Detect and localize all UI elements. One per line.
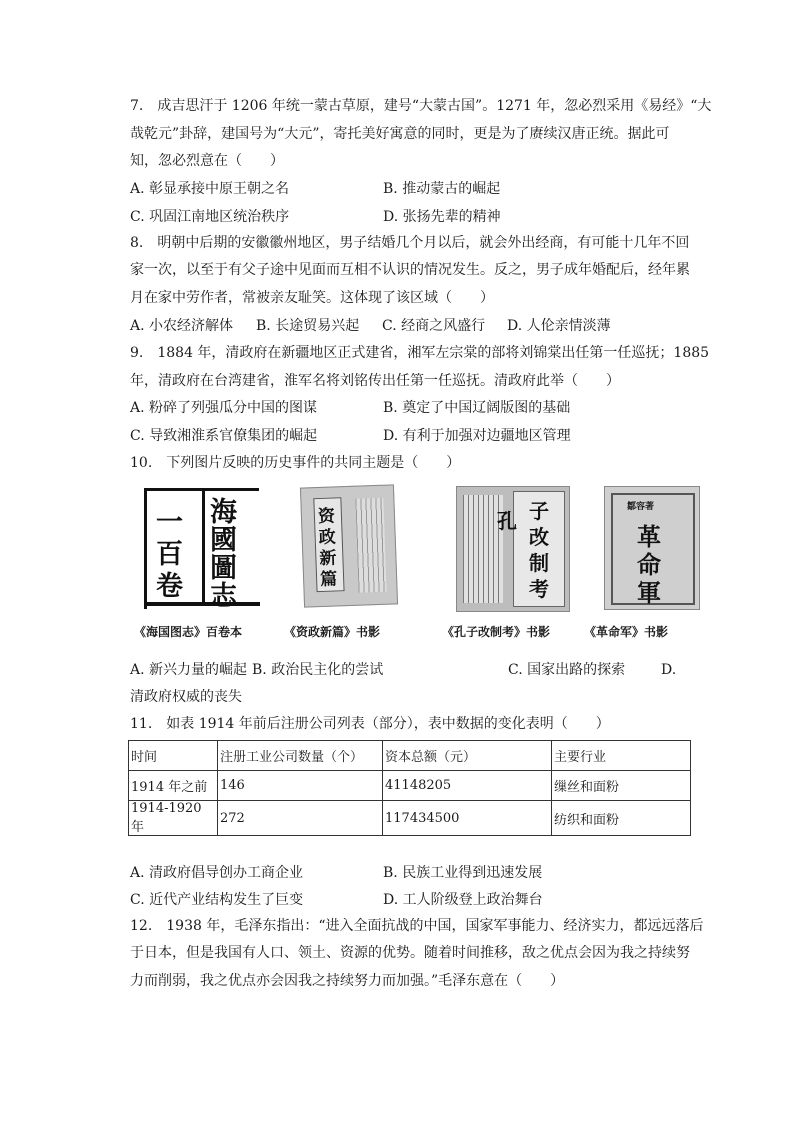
company-table bbox=[128, 740, 691, 836]
kongzigaizhikao-cover-image bbox=[456, 486, 570, 612]
table-cell: 纺织和面粉 bbox=[552, 801, 691, 836]
cover-author: 鄒容著 bbox=[627, 502, 655, 512]
table-cell: 1914 年之前 bbox=[129, 771, 218, 801]
q10-option-c: C. 国家出路的探索 bbox=[508, 662, 626, 678]
q10-option-b: B. 政治民主化的尝试 bbox=[252, 662, 384, 678]
cover-char: 卷 bbox=[156, 571, 183, 602]
q9-option-c: C. 导致湘淮系官僚集团的崛起 bbox=[130, 428, 318, 444]
figure-gemingjun bbox=[584, 486, 700, 639]
cover-char: 一 bbox=[156, 507, 183, 538]
q7-option-b: B. 推动蒙古的崛起 bbox=[383, 181, 501, 197]
table-header-cell: 注册工业公司数量（个） bbox=[218, 741, 383, 771]
cover-char: 革 bbox=[637, 522, 661, 551]
cover-char: 命 bbox=[637, 550, 661, 579]
q7-stem-line2: 哉乾元”卦辞，建国号为“大元”，寄托美好寓意的同时，更是为了赓续汉唐正统。据此可 bbox=[130, 126, 670, 142]
q10-option-a: A. 新兴力量的崛起 bbox=[130, 662, 248, 678]
cover-char: 改 bbox=[529, 525, 549, 549]
figure-caption: 《资政新篇》书影 bbox=[284, 625, 381, 639]
cover-char: 孔 bbox=[497, 509, 517, 533]
q8-stem-line3: 月在家中劳作者，常被亲友耻笑。这体现了该区域（ ） bbox=[130, 290, 494, 306]
cover-char: 軍 bbox=[637, 578, 661, 607]
q7-option-c: C. 巩固江南地区统治秩序 bbox=[130, 209, 290, 225]
cover-char: 资 bbox=[317, 506, 336, 528]
q11-option-c: C. 近代产业结构发生了巨变 bbox=[130, 892, 304, 908]
q8-stem-line2: 家一次，以至于有父子途中见面而互相不认识的情况发生。反之，男子成年婚配后，经年累 bbox=[130, 262, 690, 278]
q11-option-a: A. 清政府倡导创办工商企业 bbox=[130, 865, 304, 881]
figure-caption: 《革命军》书影 bbox=[584, 625, 669, 639]
haiguotuzhi-cover-image bbox=[140, 486, 258, 612]
table-cell: 1914-1920 年 bbox=[129, 801, 218, 836]
table-cell: 146 bbox=[218, 771, 383, 801]
table-row bbox=[129, 801, 691, 836]
table-cell: 缫丝和面粉 bbox=[552, 771, 691, 801]
cover-char: 制 bbox=[529, 551, 549, 575]
q12-stem-line3: 力而削弱，我之优点亦会因我之持续努力而加强。”毛泽东意在（ ） bbox=[130, 973, 565, 989]
q12-stem-line2: 于日本，但是我国有人口、领土、资源的优势。随着时间推移，敌之优点会因为我之持续努 bbox=[130, 945, 690, 961]
q7-stem-line3: 知，忽必烈意在（ ） bbox=[130, 153, 284, 169]
q7-option-d: D. 张扬先辈的精神 bbox=[383, 209, 501, 225]
q9-option-b: B. 奠定了中国辽阔版图的基础 bbox=[383, 400, 571, 416]
q11-option-d: D. 工人阶级登上政治舞台 bbox=[383, 892, 543, 908]
table-header-cell: 时间 bbox=[129, 741, 218, 771]
cover-char: 子 bbox=[529, 499, 549, 523]
figure-haiguotuzhi bbox=[134, 486, 258, 639]
q9-option-d: D. 有利于加强对边疆地区管理 bbox=[383, 428, 571, 444]
cover-char: 海 bbox=[210, 497, 237, 528]
table-header-cell: 主要行业 bbox=[552, 741, 691, 771]
zizhengxinpian-cover-image bbox=[300, 484, 398, 607]
table-header-row bbox=[129, 741, 691, 771]
q12-stem-line1: 12. 1938 年，毛泽东指出：“进入全面抗战的中国，国家军事能力、经济实力，都远远落后 bbox=[130, 918, 704, 934]
q8-stem-line1: 8. 明朝中后期的安徽徽州地区，男子结婚几个月以后，就会外出经商，有可能十几年不回 bbox=[130, 235, 690, 251]
gemingjun-cover-image bbox=[604, 486, 700, 610]
q9-option-a: A. 粉碎了列强瓜分中国的图谋 bbox=[130, 400, 318, 416]
q9-stem-line2: 年，清政府在台湾建省，淮军名将刘铭传出任第一任巡抚。清政府此举（ ） bbox=[130, 373, 620, 389]
table-header-cell: 资本总额（元） bbox=[383, 741, 552, 771]
cover-char: 圖 bbox=[210, 553, 237, 584]
cover-char: 考 bbox=[529, 577, 549, 601]
table-cell: 272 bbox=[218, 801, 383, 836]
figure-caption: 《孔子改制考》书影 bbox=[442, 625, 551, 639]
q8-option-a: A. 小农经济解体 bbox=[130, 318, 234, 334]
q7-stem-line1: 7. 成吉思汗于 1206 年统一蒙古草原，建号“大蒙古国”。1271 年，忽必烈采用《易经》“大 bbox=[130, 98, 712, 114]
q7-option-a: A. 彰显承接中原王朝之名 bbox=[130, 181, 290, 197]
figure-zizhengxinpian bbox=[284, 486, 396, 639]
q8-option-c: C. 经商之风盛行 bbox=[382, 318, 486, 334]
q8-option-b: B. 长途贸易兴起 bbox=[256, 318, 360, 334]
q10-figures bbox=[134, 486, 700, 639]
cover-char: 國 bbox=[210, 525, 237, 556]
q11-option-b: B. 民族工业得到迅速发展 bbox=[383, 865, 543, 881]
q9-stem-line1: 9. 1884 年，清政府在新疆地区正式建省，湘军左宗棠的部将刘锦棠出任第一任巡抚；1885 bbox=[130, 345, 710, 361]
table-row bbox=[129, 771, 691, 801]
q10-option-d-text: 清政府权威的丧失 bbox=[130, 689, 242, 705]
table-cell: 117434500 bbox=[383, 801, 552, 836]
q11-stem: 11. 如表 1914 年前后注册公司列表（部分），表中数据的变化表明（ ） bbox=[130, 716, 610, 732]
figure-kongzigaizhikao bbox=[442, 486, 570, 639]
q10-option-d: D. bbox=[661, 662, 677, 678]
table-cell: 41148205 bbox=[383, 771, 552, 801]
figure-caption: 《海国图志》百卷本 bbox=[134, 625, 243, 639]
q10-stem: 10. 下列图片反映的历史事件的共同主题是（ ） bbox=[130, 455, 461, 471]
cover-char: 篇 bbox=[319, 569, 338, 591]
q8-option-d: D. 人伦亲情淡薄 bbox=[507, 318, 611, 334]
cover-char: 百 bbox=[156, 539, 183, 570]
cover-char: 志 bbox=[210, 581, 237, 612]
cover-char: 政 bbox=[318, 527, 337, 549]
cover-char: 新 bbox=[319, 548, 337, 570]
